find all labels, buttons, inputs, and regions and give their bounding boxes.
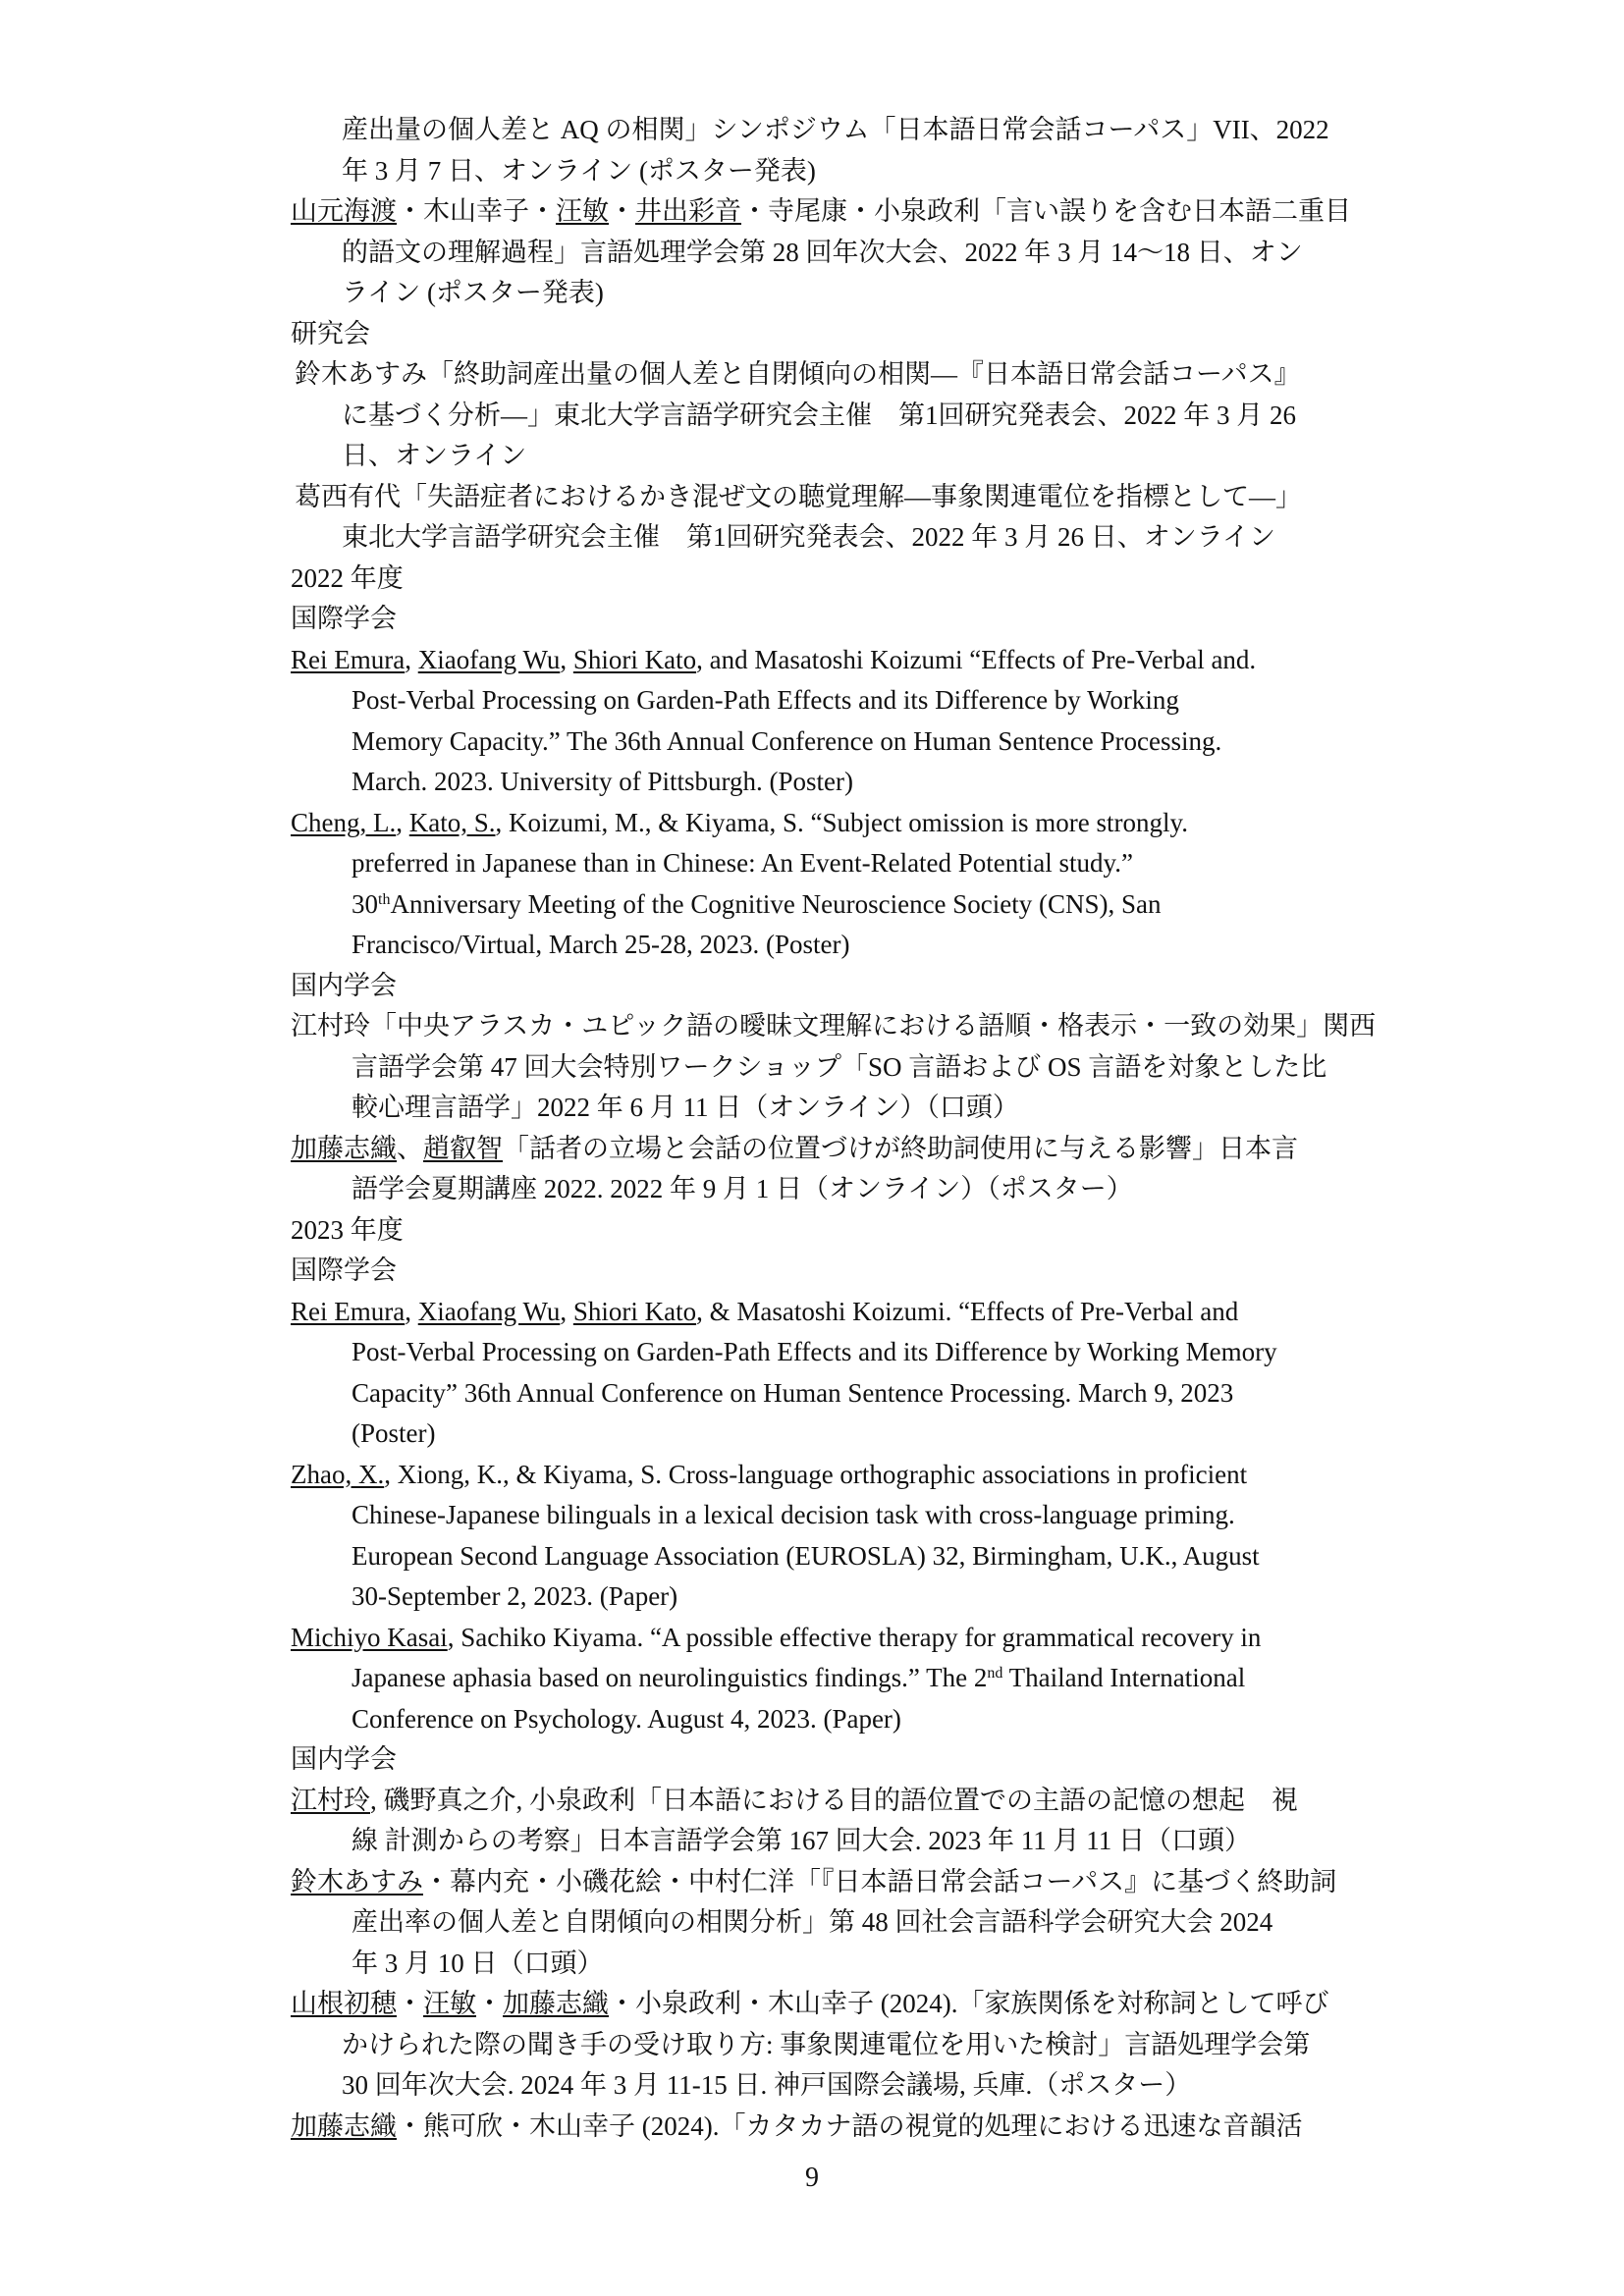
author-name: 加藤志織 xyxy=(291,2110,397,2141)
author-name: 趙叡智 xyxy=(423,1133,503,1163)
text-line xyxy=(291,1373,1382,1415)
text-line xyxy=(291,803,1382,844)
text: ライン (ポスター発表) xyxy=(342,278,604,307)
text: Thailand International xyxy=(1002,1663,1246,1692)
text: 、 xyxy=(397,1133,423,1163)
text-line xyxy=(291,925,1382,966)
text: ・幕内充・小磯花絵・中村仁洋「『日本語日常会話コーパス』に基づく終助詞 xyxy=(423,1866,1337,1896)
author-name: Kato, S. xyxy=(408,807,496,837)
text: に基づく分析—」東北大学言語学研究会主催 第1回研究発表会、2022 年 3 月 26 xyxy=(342,400,1296,430)
text-line xyxy=(291,1414,1382,1455)
text-line xyxy=(291,151,1382,192)
author-name: 山根初穂 xyxy=(291,1989,397,2018)
text: (Poster) xyxy=(352,1418,436,1448)
text: Francisco/Virtual, March 25-28, 2023. (Poster) xyxy=(352,930,850,959)
text: Post-Verbal Processing on Garden-Path Effects and its Difference by Working Memory xyxy=(352,1337,1277,1366)
text-line xyxy=(291,1088,1382,1129)
text-line xyxy=(291,517,1382,559)
text: 語学会夏期講座 2022. 2022 年 9 月 1 日（オンライン）（ポスター） xyxy=(352,1174,1133,1203)
text: , Koizumi, M., & Kiyama, S. “Subject omission is more strongly. xyxy=(495,807,1188,837)
text-line xyxy=(291,680,1382,721)
superscript: th xyxy=(378,890,391,908)
text: Conference on Psychology. August 4, 2023. (Paper) xyxy=(352,1703,901,1734)
text: March. 2023. University of Pittsburgh. (Poster) xyxy=(352,767,853,796)
text-line xyxy=(291,1536,1382,1577)
section-heading xyxy=(291,966,1382,1007)
text-line xyxy=(291,1902,1382,1944)
text: 日、オンライン xyxy=(342,441,527,470)
text-line xyxy=(291,1495,1382,1536)
text: 葛西有代「失語症者におけるかき混ぜ文の聴覚理解—事象関連電位を指標として—」 xyxy=(295,481,1302,511)
text-line xyxy=(291,721,1382,763)
text-line xyxy=(291,1576,1382,1618)
text-line xyxy=(291,2025,1382,2066)
text-line xyxy=(291,191,1382,233)
text: 30-September 2, 2023. (Paper) xyxy=(352,1581,678,1611)
text: ・ xyxy=(476,1989,503,2018)
text: 「話者の立場と会話の位置づけが終助詞使用に与える影響」日本言 xyxy=(503,1133,1298,1163)
author-name: 加藤志織 xyxy=(503,1989,609,2018)
text: 線 計測からの考察」日本言語学会第 167 回大会. 2023 年 11 月 11 日（口頭） xyxy=(352,1826,1251,1855)
text: , 磯野真之介, 小泉政利「日本語における目的語位置での主語の記憶の想起 視 xyxy=(370,1785,1298,1815)
text-line xyxy=(291,1618,1382,1659)
text-line xyxy=(291,1699,1382,1740)
text: , xyxy=(396,807,409,837)
reference-list xyxy=(291,110,1382,2147)
author-name: 鈴木あすみ xyxy=(291,1866,423,1896)
text: Chinese-Japanese bilinguals in a lexical decision task with cross-language priming. xyxy=(352,1500,1235,1529)
text: , Xiong, K., & Kiyama, S. Cross-language orthographic associations in proficient xyxy=(384,1459,1248,1489)
text-line xyxy=(291,1332,1382,1373)
text: 30 xyxy=(352,888,378,919)
author-name: 加藤志織 xyxy=(291,1133,397,1163)
heading-text: 国内学会 xyxy=(291,970,397,1000)
text-line xyxy=(291,1821,1382,1862)
heading-text: 2023 年度 xyxy=(291,1214,404,1245)
text: 産出量の個人差と AQ の相関」シンポジウム「日本語日常会話コーパス」VII、2022 xyxy=(342,115,1329,144)
heading-text: 研究会 xyxy=(291,318,370,348)
text-line xyxy=(291,1658,1382,1699)
section-heading xyxy=(291,314,1382,355)
text: , xyxy=(405,1296,418,1326)
text-line xyxy=(291,477,1382,518)
text-line xyxy=(291,1047,1382,1089)
section-heading xyxy=(291,1251,1382,1292)
text-line xyxy=(291,2065,1382,2107)
heading-text: 国際学会 xyxy=(291,1255,397,1285)
text: ・小泉政利・木山幸子 (2024).「家族関係を対称詞として呼び xyxy=(609,1989,1329,2018)
text-line xyxy=(291,762,1382,803)
text: , xyxy=(560,644,573,674)
text: 的語文の理解過程」言語処理学会第 28 回年次大会、2022 年 3 月 14〜18 日、オン xyxy=(342,237,1303,267)
author-name: 汪敏 xyxy=(423,1989,476,2018)
text-line xyxy=(291,436,1382,477)
year-heading xyxy=(291,1210,1382,1252)
text: ・木山幸子・ xyxy=(397,196,556,226)
text: 江村玲「中央アラスカ・ユピック語の曖昧文理解における語順・格表示・一致の効果」関西 xyxy=(291,1011,1377,1041)
author-name: Rei Emura xyxy=(291,1296,406,1326)
text-line xyxy=(291,1862,1382,1903)
text-line xyxy=(291,1944,1382,1985)
page-number: 9 xyxy=(805,2163,819,2193)
text: , xyxy=(560,1296,573,1326)
text: , & Masatoshi Koizumi. “Effects of Pre-Verbal and xyxy=(696,1296,1239,1326)
superscript: nd xyxy=(987,1665,1003,1682)
author-name: Zhao, X. xyxy=(291,1459,385,1489)
author-name: 江村玲 xyxy=(291,1785,370,1815)
text: ・熊可欣・木山幸子 (2024).「カタカナ語の視覚的処理における迅速な音韻活 xyxy=(397,2110,1303,2141)
text: European Second Language Association (EUROSLA) 32, Birmingham, U.K., August xyxy=(352,1540,1260,1571)
heading-text: 2022 年度 xyxy=(291,562,404,593)
author-name: Xiaofang Wu xyxy=(417,644,561,674)
text: かけられた際の聞き手の受け取り方: 事象関連電位を用いた検討」言語処理学会第 xyxy=(342,2029,1311,2059)
text-line xyxy=(291,1006,1382,1047)
text-line xyxy=(291,843,1382,884)
text: 年 3 月 10 日（口頭） xyxy=(352,1948,604,1978)
text-line xyxy=(291,884,1382,926)
text: 産出率の個人差と自閉傾向の相関分析」第 48 回社会言語科学会研究大会 2024 xyxy=(352,1907,1273,1937)
text-line xyxy=(291,2107,1382,2148)
text: Capacity” 36th Annual Conference on Human Sentence Processing. March 9, 2023 xyxy=(352,1377,1234,1408)
author-name: 井出彩音 xyxy=(635,196,741,226)
text: 言語学会第 47 回大会特別ワークショップ「SO 言語および OS 言語を対象とした比 xyxy=(352,1051,1327,1082)
heading-text: 国際学会 xyxy=(291,604,397,633)
text-line xyxy=(291,1169,1382,1210)
text-line xyxy=(291,1455,1382,1496)
text: 年 3 月 7 日、オンライン (ポスター発表) xyxy=(342,155,816,186)
author-name: Shiori Kato xyxy=(572,1296,697,1326)
section-heading xyxy=(291,1739,1382,1781)
author-name: 汪敏 xyxy=(556,196,609,226)
text: preferred in Japanese than in Chinese: An Event-Related Potential study.” xyxy=(352,848,1134,878)
text: 東北大学言語学研究会主催 第1回研究発表会、2022 年 3 月 26 日、オンライン xyxy=(342,522,1275,552)
text: , xyxy=(405,644,418,674)
text: Post-Verbal Processing on Garden-Path Effects and its Difference by Working xyxy=(352,685,1179,715)
text-line xyxy=(291,354,1382,396)
text: ・寺尾康・小泉政利「言い誤りを含む日本語二重目 xyxy=(741,196,1351,226)
text: Memory Capacity.” The 36th Annual Conference on Human Sentence Processing. xyxy=(352,725,1222,756)
author-name: Cheng, L. xyxy=(291,807,397,837)
year-heading xyxy=(291,559,1382,600)
author-name: Xiaofang Wu xyxy=(417,1296,561,1326)
text-line xyxy=(291,640,1382,681)
text: Anniversary Meeting of the Cognitive Neuroscience Society (CNS), San xyxy=(390,888,1162,919)
text: ・ xyxy=(609,196,635,226)
text-line xyxy=(291,1781,1382,1822)
author-name: Shiori Kato xyxy=(572,644,697,674)
text-line xyxy=(291,1292,1382,1333)
author-name: Rei Emura xyxy=(291,644,406,674)
text-line xyxy=(291,1129,1382,1170)
text-line xyxy=(291,273,1382,314)
text: 30 回年次大会. 2024 年 3 月 11-15 日. 神戸国際会議場, 兵庫.（ポスター） xyxy=(342,2070,1192,2100)
section-heading xyxy=(291,599,1382,640)
text: , Sachiko Kiyama. “A possible effective therapy for grammatical recovery in xyxy=(447,1622,1262,1652)
text-line xyxy=(291,1984,1382,2025)
text-line xyxy=(291,110,1382,151)
author-name: Michiyo Kasai xyxy=(291,1622,448,1652)
heading-text: 国内学会 xyxy=(291,1744,397,1774)
text: 較心理言語学」2022 年 6 月 11 日（オンライン）（口頭） xyxy=(352,1093,1019,1122)
text: Japanese aphasia based on neurolinguistics findings.” The 2 xyxy=(352,1663,988,1692)
text: , and Masatoshi Koizumi “Effects of Pre-Verbal and. xyxy=(696,644,1257,674)
text: 鈴木あすみ「終助詞産出量の個人差と自閉傾向の相関—『日本語日常会話コーパス』 xyxy=(295,359,1301,389)
text-line xyxy=(291,233,1382,274)
text-line xyxy=(291,396,1382,437)
text: ・ xyxy=(397,1989,423,2018)
author-name: 山元海渡 xyxy=(291,196,397,226)
